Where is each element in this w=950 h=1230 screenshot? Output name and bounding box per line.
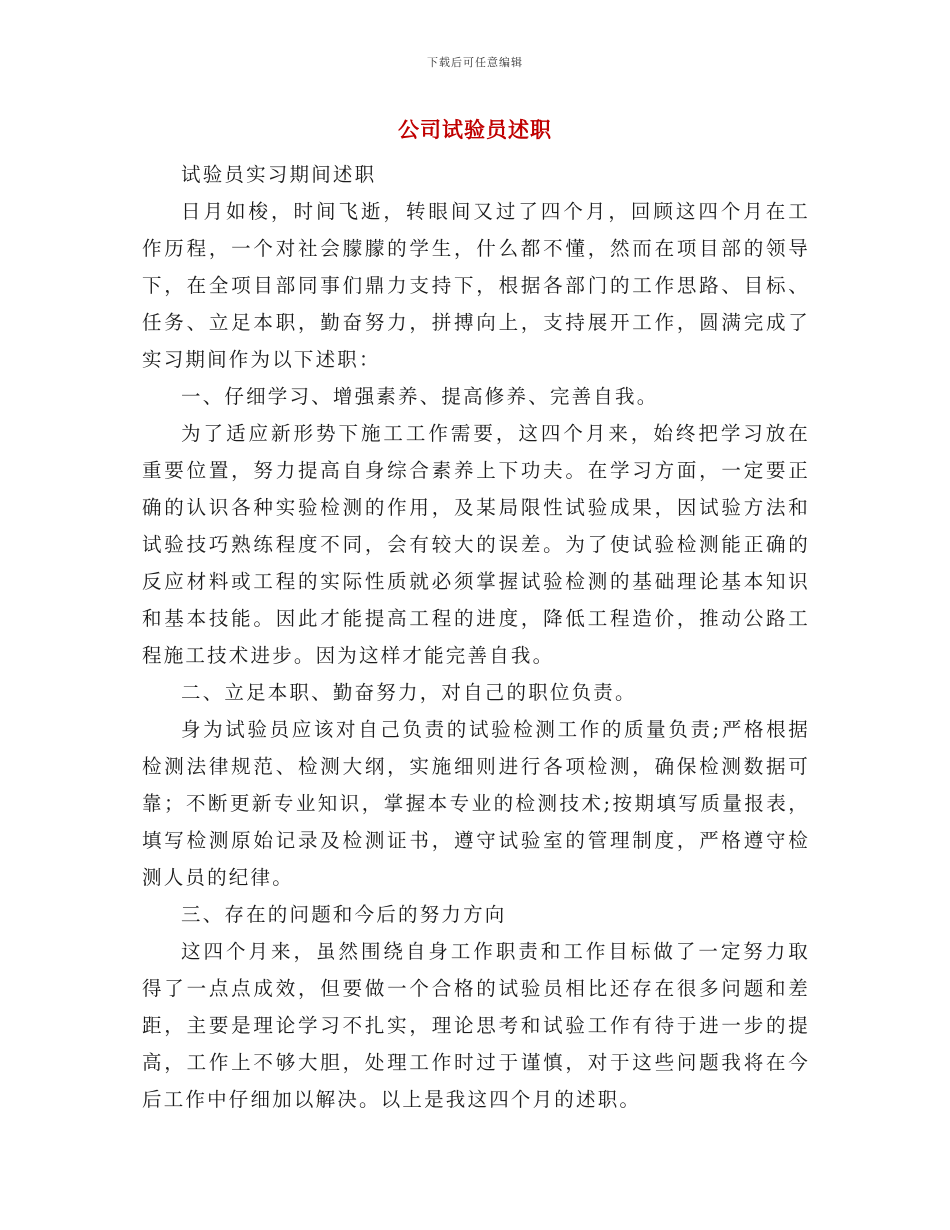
section-heading-3: 三、存在的问题和今后的努力方向 bbox=[181, 903, 507, 926]
section-2-paragraph: 身为试验员应该对自己负责的试验检测工作的质量负责;严格根据检测法律规范、检测大纲，实施细则进行各项检测，确保检测数据可靠；不断更新专业知识，掌握本专业的检测技术;按期填写质量报表，填写检测原始记录及检测证书，遵守试验室的管理制度，严格遵守检测人员的纪律。 bbox=[142, 718, 810, 889]
subtitle-paragraph: 试验员实习期间述职 bbox=[181, 163, 377, 186]
document-title: 公司试验员述职 bbox=[398, 117, 552, 142]
section-3-paragraph: 这四个月来，虽然围绕自身工作职责和工作目标做了一定努力取得了一点点成效，但要做一个合格的试验员相比还存在很多问题和差距，主要是理论学习不扎实，理论思考和试验工作有待于进一步的提高，工作上不够大胆，处理工作时过于谨慎，对于这些问题我将在今后工作中仔细加以解决。以上是我这四个月的述职。 bbox=[142, 940, 810, 1111]
intro-paragraph: 日月如梭，时间飞逝，转眼间又过了四个月，回顾这四个月在工作历程，一个对社会朦朦的学生，什么都不懂，然而在项目部的领导下，在全项目部同事们鼎力支持下，根据各部门的工作思路、目标、任务、立足本职，勤奋努力，拼搏向上，支持展开工作，圆满完成了实习期间作为以下述职： bbox=[142, 200, 810, 371]
document-body bbox=[142, 156, 810, 1118]
section-heading-1: 一、仔细学习、增强素养、提高修养、完善自我。 bbox=[181, 385, 659, 408]
header-note: 下载后可任意编辑 bbox=[427, 56, 523, 69]
section-1-paragraph: 为了适应新形势下施工工作需要，这四个月来，始终把学习放在重要位置，努力提高自身综合素养上下功夫。在学习方面，一定要正确的认识各种实验检测的作用，及某局限性试验成果，因试验方法和试验技巧熟练程度不同，会有较大的误差。为了使试验检测能正确的反应材料或工程的实际性质就必须掌握试验检测的基础理论基本知识和基本技能。因此才能提高工程的进度，降低工程造价，推动公路工程施工技术进步。因为这样才能完善自我。 bbox=[142, 422, 810, 667]
section-heading-2: 二、立足本职、勤奋努力，对自己的职位负责。 bbox=[181, 681, 637, 704]
